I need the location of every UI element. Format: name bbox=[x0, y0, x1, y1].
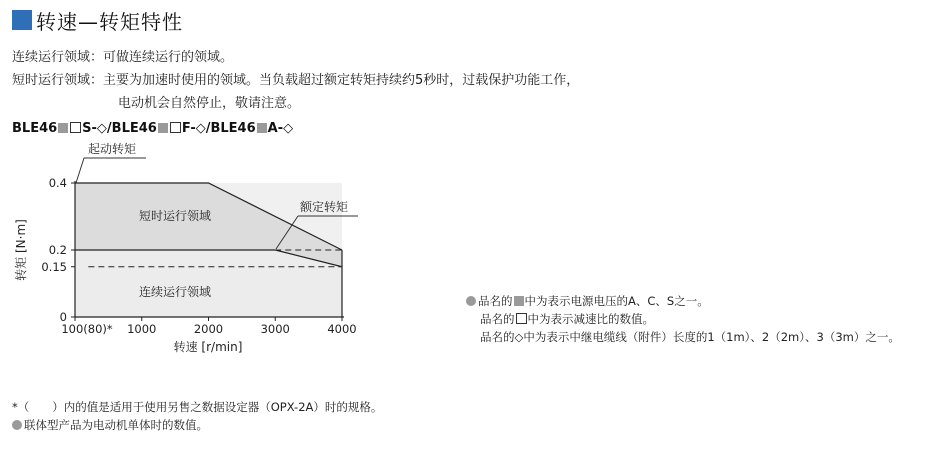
ratio-code-square bbox=[516, 313, 527, 324]
rated-torque-label: 额定转矩 bbox=[300, 200, 349, 214]
model-seg-4: A-◇ bbox=[267, 121, 294, 136]
continuous-region-label: 连续运行领域 bbox=[138, 285, 212, 299]
x-tick-label: 3000 bbox=[260, 322, 290, 336]
note-ratio bbox=[466, 310, 900, 328]
x-tick-label: 1000 bbox=[127, 322, 157, 336]
note-voltage bbox=[466, 292, 900, 310]
model-seg-1: BLE46 bbox=[12, 121, 58, 136]
x-tick-label: 2000 bbox=[193, 322, 224, 336]
note-ratio-post: 中为表示减速比的数值。 bbox=[527, 312, 654, 326]
model-seg-3: F-◇/BLE46 bbox=[181, 121, 256, 136]
y-tick-label: 0.15 bbox=[41, 259, 67, 274]
note-ratio-pre: 品名的 bbox=[480, 312, 515, 326]
description-stop-note: 电动机会自然停止，敬请注意。 bbox=[118, 96, 301, 111]
description-continuous: 连续运行领域：可做连续运行的领域。 bbox=[12, 50, 234, 65]
description-short-time: 短时运行领域：主要为加速时使用的领域。当负载超过额定转矩持续约5秒时，过载保护功能工作， bbox=[12, 73, 580, 88]
notes-right bbox=[466, 292, 900, 346]
y-axis-title: 转矩 [N·m] bbox=[14, 219, 28, 281]
x-tick-label: 100(80)* bbox=[61, 322, 113, 336]
y-tick-label: 0.2 bbox=[48, 243, 67, 257]
y-tick-label: 0 bbox=[59, 310, 67, 324]
bullet-dot-icon bbox=[12, 420, 22, 430]
bullet-dot-icon bbox=[466, 296, 476, 306]
note-footnote: *（ ）内的值是适用于使用另售之数据设定器（OPX-2A）时的规格。 bbox=[12, 400, 383, 414]
x-tick-label: 4000 bbox=[327, 322, 357, 336]
continuous-region-area bbox=[75, 250, 342, 317]
note-cable: 品名的◇中为表示中继电缆线（附件）长度的1（1m）、2（2m）、3（3m）之一。 bbox=[480, 330, 900, 344]
y-tick-label: 0.4 bbox=[48, 176, 67, 190]
note-voltage-post: 中为表示电源电压的A、C、S之一。 bbox=[524, 294, 709, 308]
starting-torque-leader bbox=[76, 158, 84, 183]
voltage-code-square bbox=[514, 296, 524, 306]
short-time-region-label: 短时运行领域 bbox=[138, 209, 212, 223]
page-title: 转速—转矩特性 bbox=[36, 9, 183, 34]
starting-torque-label: 起动转矩 bbox=[88, 142, 137, 156]
note-integrated bbox=[12, 416, 382, 434]
notes-bottom bbox=[12, 398, 382, 434]
model-seg-2: S-◇/BLE46 bbox=[82, 121, 157, 136]
note-integrated-text: 联体型产品为电动机单体时的数值。 bbox=[24, 418, 208, 432]
note-voltage-pre: 品名的 bbox=[478, 294, 513, 308]
x-axis-title: 转速 [r/min] bbox=[173, 340, 243, 354]
